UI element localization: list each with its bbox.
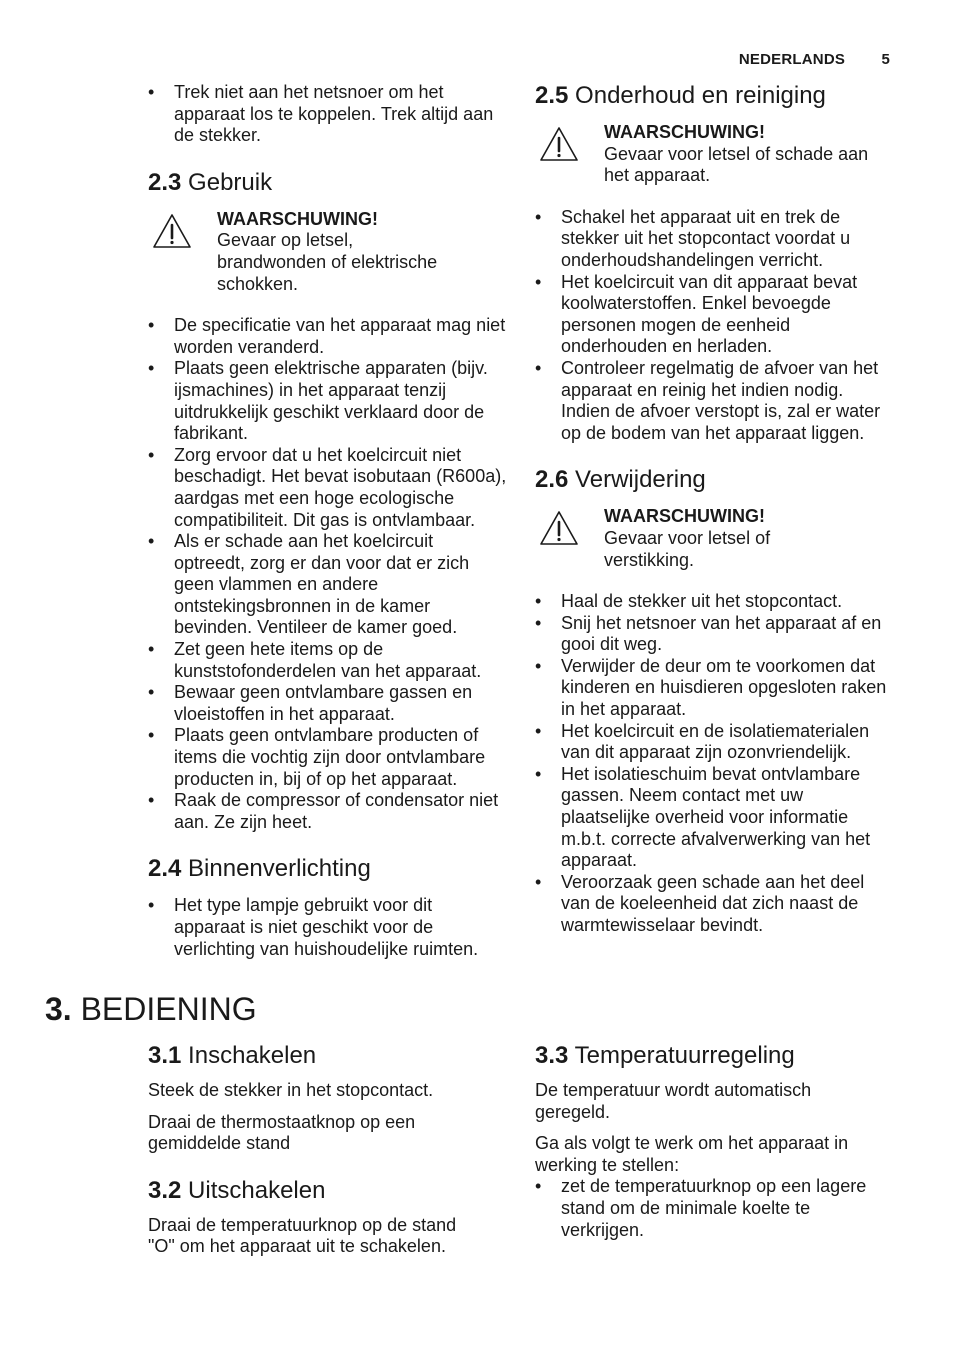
list-item: • Raak de compressor of condensator niet aan. Ze zijn heet. bbox=[148, 790, 508, 833]
chapter-number: 3. bbox=[45, 991, 72, 1027]
list-item: • zet de temperatuurknop op een lagere stand om de minimale koelte te verkrijgen. bbox=[535, 1176, 895, 1241]
section-heading-2-3 bbox=[148, 169, 508, 197]
list-item: • Haal de stekker uit het stopcontact. bbox=[535, 591, 895, 613]
section-heading-3-2 bbox=[148, 1177, 508, 1205]
intro-bullet-list bbox=[148, 82, 508, 147]
section-title: Onderhoud en reiniging bbox=[575, 82, 826, 109]
section-number: 2.4 bbox=[148, 855, 182, 883]
section-heading-2-6 bbox=[535, 466, 895, 494]
warning-box bbox=[535, 506, 895, 571]
list-item: • Bewaar geen ontvlambare gassen en vloeistoffen in het apparaat. bbox=[148, 682, 508, 725]
list-item: • Verwijder de deur om te voorkomen dat kinderen en huisdieren opgesloten raken in het apparaat. bbox=[535, 656, 895, 721]
list-item: • Plaats geen ontvlambare producten of items die vochtig zijn door ontvlambare producten in, bij of op het apparaat. bbox=[148, 725, 508, 790]
right-column bbox=[535, 82, 895, 937]
list-item: • Veroorzaak geen schade aan het deel van de koeleenheid dat zich naast de warmtewisselaar bevindt. bbox=[535, 872, 895, 937]
list-item: • Het koelcircuit en de isolatiematerialen van dit apparaat zijn ozonvriendelijk. bbox=[535, 721, 895, 764]
warning-text: Gevaar voor letsel of verstikking. bbox=[604, 527, 771, 570]
list-item: • Controleer regelmatig de afvoer van het apparaat en reinig het indien nodig. Indien de afvoer verstopt is, zal er water op de bodem van het apparaat liggen. bbox=[535, 358, 895, 444]
paragraph: De temperatuur wordt automatisch geregeld. bbox=[535, 1080, 812, 1122]
section-heading-2-5 bbox=[535, 82, 895, 110]
chapter-title: BEDIENING bbox=[80, 991, 257, 1027]
list-item: • Trek niet aan het netsnoer om het apparaat los te koppelen. Trek altijd aan de stekker. bbox=[148, 82, 508, 147]
list-item: • Plaats geen elektrische apparaten (bijv. ijsmachines) in het apparaat tenzij uitdrukkelijk geschikt verklaard door de fabrikant. bbox=[148, 358, 508, 444]
warning-title: WAARSCHUWING! bbox=[604, 122, 765, 142]
list-item: • Als er schade aan het koelcircuit optreedt, zorg er dan voor dat er zich geen vlammen en andere ontstekingsbronnen in de kamer bevinden. Ventileer de kamer goed. bbox=[148, 531, 508, 639]
list-item: • Het koelcircuit van dit apparaat bevat koolwaterstoffen. Enkel bevoegde personen mogen de eenheid onderhouden en herladen. bbox=[535, 272, 895, 358]
bullet-list bbox=[535, 591, 895, 937]
section-number: 2.6 bbox=[535, 466, 569, 494]
section-number: 2.5 bbox=[535, 82, 569, 109]
section-title: Verwijdering bbox=[575, 466, 706, 494]
warning-box bbox=[148, 209, 508, 295]
section-title: Temperatuurregeling bbox=[574, 1042, 795, 1069]
bullet-list bbox=[535, 207, 895, 445]
warning-title: WAARSCHUWING! bbox=[604, 506, 765, 527]
list-item: • Het isolatieschuim bevat ontvlambare gassen. Neem contact met uw plaatselijke overheid voor informatie m.b.t. correcte afvalverwerking van het apparaat. bbox=[535, 764, 895, 872]
warning-triangle-icon bbox=[152, 213, 192, 249]
warning-box bbox=[535, 122, 895, 187]
bottom-right-column bbox=[535, 1042, 895, 1241]
warning-triangle-icon bbox=[539, 510, 579, 546]
list-item: • Zet geen hete items op de kunststofonderdelen van het apparaat. bbox=[148, 639, 508, 682]
paragraph: Draai de thermostaatknop op een gemiddelde stand bbox=[148, 1111, 416, 1154]
section-title: Gebruik bbox=[188, 168, 273, 196]
paragraph: Steek de stekker in het stopcontact. bbox=[148, 1080, 434, 1100]
section-heading-2-4 bbox=[148, 855, 508, 883]
warning-text: Gevaar voor letsel of schade aan het apparaat. bbox=[604, 143, 869, 186]
bullet-list bbox=[148, 895, 508, 960]
page-number: 5 bbox=[881, 51, 890, 68]
section-title: Binnenverlichting bbox=[188, 855, 371, 883]
list-item: • Zorg ervoor dat u het koelcircuit niet beschadigt. Het bevat isobutaan (R600a), aardgas met een hoge ecologische compatibiliteit. Dit gas is ontvlambaar. bbox=[148, 445, 508, 531]
list-item: • Schakel het apparaat uit en trek de stekker uit het stopcontact voordat u onderhoudshandelingen verricht. bbox=[535, 207, 895, 272]
section-heading-3-3 bbox=[535, 1042, 895, 1070]
warning-text: Gevaar op letsel, brandwonden of elektrische schokken. bbox=[217, 230, 438, 294]
bullet-list bbox=[148, 315, 508, 833]
section-number: 3.2 bbox=[148, 1176, 182, 1204]
section-number: 3.1 bbox=[148, 1042, 182, 1069]
section-title: Inschakelen bbox=[188, 1042, 317, 1069]
bottom-left-column bbox=[148, 1042, 508, 1258]
page-header bbox=[739, 49, 890, 71]
chapter-heading bbox=[45, 990, 257, 1028]
section-title: Uitschakelen bbox=[188, 1176, 326, 1204]
list-item: • Het type lampje gebruikt voor dit apparaat is niet geschikt voor de verlichting van huishoudelijke ruimten. bbox=[148, 895, 508, 960]
section-number: 3.3 bbox=[535, 1042, 569, 1069]
paragraph: Ga als volgt te werk om het apparaat in werking te stellen: bbox=[535, 1133, 849, 1175]
left-column bbox=[148, 82, 508, 960]
warning-title: WAARSCHUWING! bbox=[217, 208, 378, 229]
section-number: 2.3 bbox=[148, 168, 182, 196]
list-item: • De specificatie van het apparaat mag niet worden veranderd. bbox=[148, 315, 508, 358]
paragraph: Draai de temperatuurknop op de stand "O" om het apparaat uit te schakelen. bbox=[148, 1214, 457, 1257]
list-item: • Snij het netsnoer van het apparaat af en gooi dit weg. bbox=[535, 613, 895, 656]
header-language: NEDERLANDS bbox=[738, 51, 846, 68]
bullet-list bbox=[535, 1176, 895, 1241]
warning-triangle-icon bbox=[539, 126, 579, 162]
section-heading-3-1 bbox=[148, 1042, 508, 1070]
